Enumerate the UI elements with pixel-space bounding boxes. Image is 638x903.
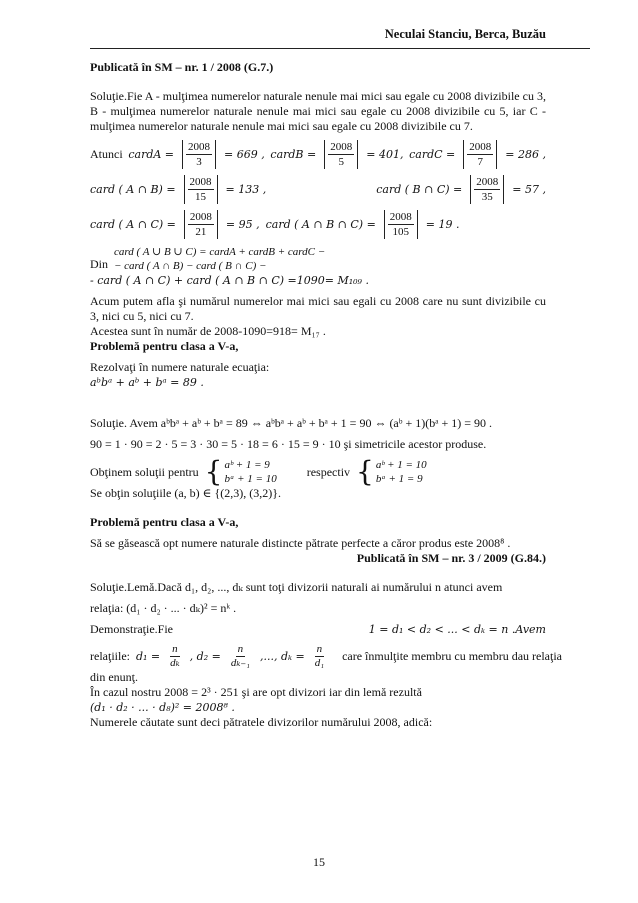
demonstratie-label: Demonstraţie.Fie [90, 622, 173, 636]
atunci-label: Atunci [90, 147, 123, 161]
left-brace-icon: { [356, 455, 374, 488]
relatiile-label: relaţiile: [90, 649, 130, 663]
respectiv-label: respectiv [306, 464, 351, 479]
card-row-3: card ( A ∩ C) = $\frac{2008}{21}$ = 95 , card ( A ∩ B ∩ C) = $\frac{2008}{105}$ = 19 . [90, 211, 460, 238]
card-b-expr: cardB = $\frac{2008}{5}$ = 401, [270, 141, 404, 168]
publication-note-1: Publicată în SM – nr. 1 / 2008 (G.7.) [90, 60, 274, 74]
obtinem-label: Obţinem soluţii pentru [90, 464, 199, 479]
page-number: 15 [313, 855, 325, 869]
fraction: $\frac{n}{\text{dₖ₋₁}}$ [230, 643, 250, 669]
acum-paragraph: Acum putem afla şi numărul numerelor mai mici sau egali cu 2008 care nu sunt divizibile cu 3, nici cu 5, nici cu 7. [90, 294, 546, 323]
floor-fraction: $\frac{2008}{15}$ [184, 175, 218, 204]
solution-line-2b: 90 = 1 · 90 = 2 · 5 = 3 · 30 = 5 · 18 = 6 · 15 = 9 · 10 şi simetricile acestor produse. [90, 437, 487, 451]
lema-line: Soluţie.Lemă.Dacă d₁, d₂, ..., dₖ sunt toţi divizorii naturali ai numărului n atunci avem [90, 580, 503, 594]
floor-fraction: $\frac{2008}{3}$ [182, 140, 216, 169]
relatiile-row: relaţiile: d₁ = $\frac{n}{\text{dₖ}}$ , d₂ = $\frac{n}{\text{dₖ₋₁}}$ ,..., dₖ = $\frac{n}{\text{d₁}}$ care înmulţite membru cu membru dau relaţia [90, 643, 562, 669]
problem-text-1: Rezolvaţi în numere naturale ecuaţia: [90, 360, 270, 374]
floor-fraction: $\frac{2008}{105}$ [384, 210, 418, 239]
relatia-line: relaţia: (d₁ · d₂ · ... · dₖ)² = nᵏ . [90, 601, 237, 615]
problem-equation-1: aᵇbᵃ + aᵇ + bᵃ = 89 . [90, 376, 204, 389]
floor-fraction: $\frac{2008}{7}$ [463, 140, 497, 169]
din-label: Din [90, 257, 108, 271]
card-ab-expr: card ( A ∩ B) = $\frac{2008}{15}$ = 133 , [90, 176, 267, 203]
in-cazul-line: În cazul nostru 2008 = 2³ · 251 şi are opt divizori iar din lemă rezultă [90, 685, 422, 699]
problem-text-2: Să se găsească opt numere naturale distincte pătrate perfecte a căror produs este 2008⁸ . [90, 536, 511, 550]
solution-paragraph-1: Soluţie.Fie A - mulţimea numerelor naturale nenule mai mici sau egale cu 2008 divizibile cu 3, B - mulţimea numerelor naturale nenule mai mici sau egale cu 2008 divizibile cu 5, iar C - mulţimea numerelor naturale nenule mai mici sau egale cu 2008 divizibile cu 7. [90, 89, 546, 133]
header-authors: Neculai Stanciu, Berca, Buzău [384, 27, 546, 41]
acestea-line: Acestea sunt în număr de 2008-1090=918= M₁₇ . [90, 324, 326, 338]
din-line-2: − card ( A ∩ B) − card ( B ∩ C) − [114, 260, 267, 272]
card-c-expr: cardC = $\frac{2008}{7}$ = 286 , [409, 141, 546, 168]
solutions-line: Se obţin soluţiile (a, b) ∈ {(2,3), (3,2)}. [90, 486, 282, 500]
system-1: { aᵇ + 1 = 9 bᵃ + 1 = 10 [204, 455, 277, 488]
header-rule [90, 48, 590, 49]
floor-fraction: $\frac{2008}{21}$ [184, 210, 218, 239]
card-bc-expr: card ( B ∩ C) = $\frac{2008}{35}$ = 57 , [376, 176, 546, 203]
numerele-line: Numerele căutate sunt deci pătratele divizorilor numărului 2008, adică: [90, 715, 433, 729]
din-enunt: din enunţ. [90, 670, 138, 684]
problem-title-2: Problemă pentru clasa a V-a, [90, 515, 239, 529]
card-a-expr: cardA = $\frac{2008}{3}$ = 669 , [128, 141, 265, 168]
fraction: $\frac{n}{\text{dₖ}}$ [170, 643, 180, 669]
din-line-1: card ( A ∪ B ∪ C) = cardA + cardB + cardC − [114, 246, 326, 258]
problem-title-1: Problemă pentru clasa a V-a, [90, 339, 239, 353]
card-row-2 [90, 175, 546, 204]
system-2: { aᵇ + 1 = 10 bᵃ + 1 = 9 [356, 455, 427, 488]
inclusion-exclusion-block [90, 245, 546, 273]
publication-note-2: Publicată în SM – nr. 3 / 2009 (G.84.) [356, 551, 546, 565]
left-brace-icon: { [204, 455, 223, 488]
floor-fraction: $\frac{2008}{35}$ [470, 175, 504, 204]
divisor-chain: 1 = d₁ < d₂ < ... < dₖ = n .Avem [368, 623, 546, 636]
card-row-1 [90, 140, 546, 169]
floor-fraction: $\frac{2008}{5}$ [324, 140, 358, 169]
rezulta-equation: (d₁ · d₂ · ... · d₈)² = 2008⁸ . [90, 701, 235, 714]
din-line-3: - card ( A ∩ C) + card ( A ∩ B ∩ C) =1090= M₁₀₉ . [90, 274, 369, 287]
page-content [90, 60, 562, 730]
systems-row [90, 455, 546, 488]
solution-line-2a: Soluţie. Avem aᵇbᵃ + aᵇ + bᵃ = 89 ⇔ aᵇbᵃ + aᵇ + bᵃ + 1 = 90 ⇔ (aᵇ + 1)(bᵃ + 1) = 90 . [90, 416, 493, 430]
fraction: $\frac{n}{\text{d₁}}$ [314, 643, 325, 669]
demonstratie-row [90, 622, 546, 637]
